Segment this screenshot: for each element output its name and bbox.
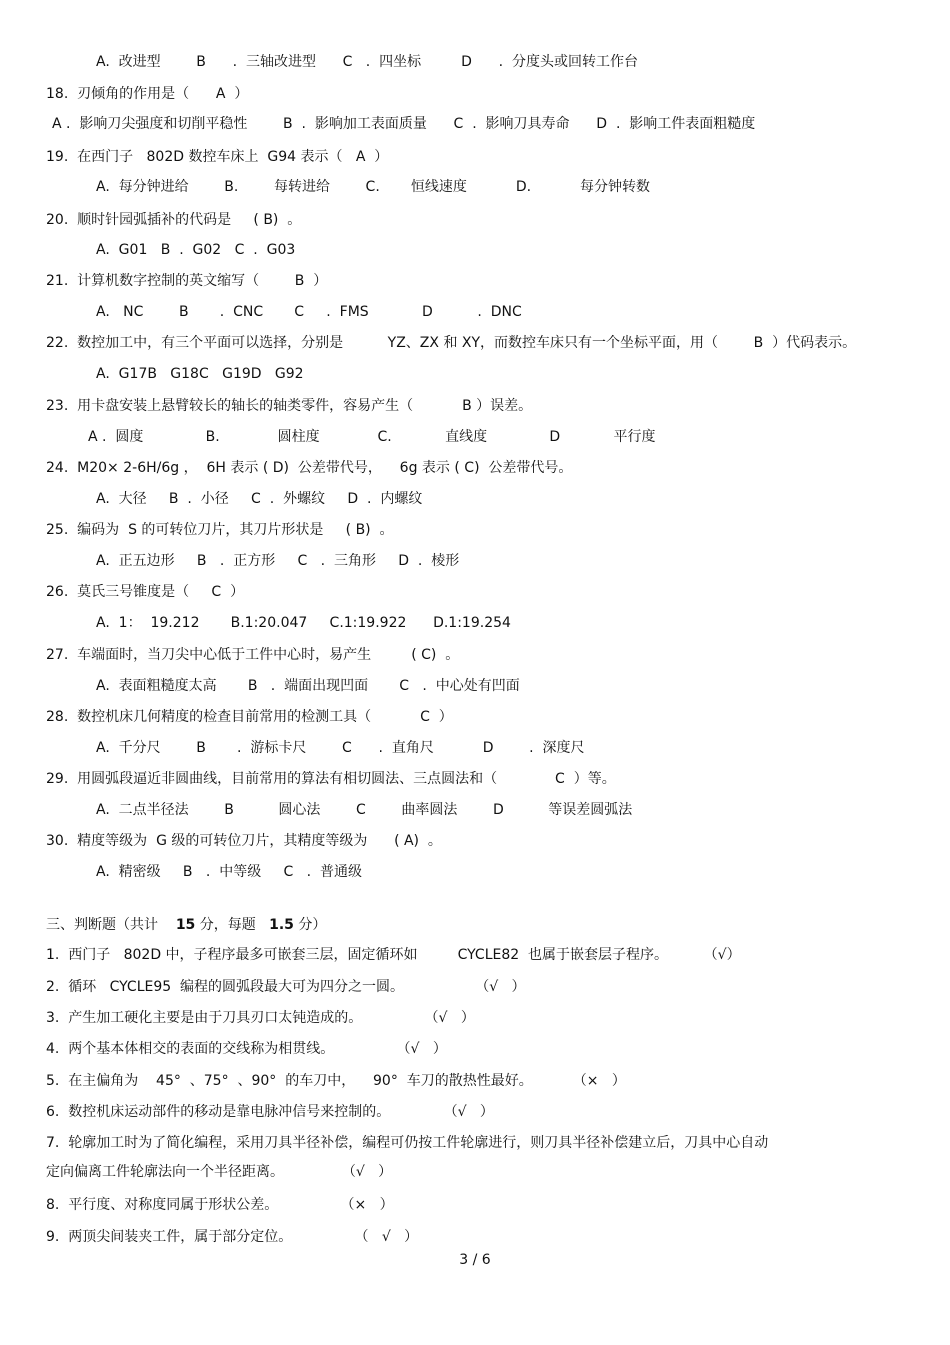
q30-options: A. 精密级 B . 中等级 C . 普通级 xyxy=(96,864,362,880)
q26-options: A. 1： 19.212 B.1:20.047 C.1:19.922 D.1:19.254 xyxy=(96,615,511,631)
page-number: 3 / 6 xyxy=(459,1252,491,1268)
q29-options: A. 二点半径法 B 圆心法 C 曲率圆法 D 等误差圆弧法 xyxy=(96,802,633,818)
tf-item-7-continued: 定向偏离工件轮廓法向一个半径距离。 （√ ） xyxy=(46,1164,393,1180)
q23-options: A . 圆度 B. 圆柱度 C. 直线度 D 平行度 xyxy=(88,429,656,445)
q22-stem: 22. 数控加工中，有三个平面可以选择，分别是 YZ、ZX 和 XY，而数控车床只有一个坐标平面，用（ B ）代码表示。 xyxy=(46,335,857,351)
q25-options: A. 正五边形 B . 正方形 C . 三角形 D . 棱形 xyxy=(96,553,460,569)
section-3-heading xyxy=(46,916,326,934)
q18-options: A . 影响刀尖强度和切削平稳性 B . 影响加工表面质量 C . 影响刀具寿命 D . 影响工件表面粗糙度 xyxy=(52,116,756,132)
q22-options: A. G17B G18C G19D G92 xyxy=(96,366,304,382)
section-heading-text-2: 分，每题 xyxy=(195,917,270,933)
q25-stem: 25. 编码为 S 的可转位刀片，其刀片形状是 ( B) 。 xyxy=(46,522,394,538)
per-question-score: 1.5 xyxy=(269,917,294,933)
tf-item-6: 6. 数控机床运动部件的移动是靠电脉冲信号来控制的。 （√ ） xyxy=(46,1104,494,1120)
q28-stem: 28. 数控机床几何精度的检查目前常用的检测工具（ C ） xyxy=(46,709,453,725)
q17-options: A. 改进型 B . 三轴改进型 C . 四坐标 D . 分度头或回转工作台 xyxy=(96,54,638,70)
tf-item-3: 3. 产生加工硬化主要是由于刀具刃口太钝造成的。 （√ ） xyxy=(46,1010,475,1026)
q24-stem: 24. M20× 2-6H/6g ， 6H 表示 ( D) 公差带代号， 6g 表示 ( C) 公差带代号。 xyxy=(46,460,573,476)
section-heading-text-3: 分） xyxy=(293,917,327,933)
q30-stem: 30. 精度等级为 G 级的可转位刀片，其精度等级为 ( A) 。 xyxy=(46,833,442,849)
tf-item-4: 4. 两个基本体相交的表面的交线称为相贯线。 （√ ） xyxy=(46,1041,447,1057)
q21-options: A. NC B . CNC C . FMS D . DNC xyxy=(96,304,522,320)
q28-options: A. 千分尺 B . 游标卡尺 C . 直角尺 D . 深度尺 xyxy=(96,740,585,756)
q20-options: A. G01 B . G02 C . G03 xyxy=(96,242,296,258)
q29-stem: 29. 用圆弧段逼近非圆曲线，目前常用的算法有相切圆法、三点圆法和（ C ）等。 xyxy=(46,771,616,787)
tf-item-1: 1. 西门子 802D 中，子程序最多可嵌套三层，固定循环如 CYCLE82 也属于嵌套层子程序。 （√） xyxy=(46,947,741,963)
q26-stem: 26. 莫氏三号锥度是（ C ） xyxy=(46,584,245,600)
tf-item-8: 8. 平行度、对称度同属于形状公差。 （× ） xyxy=(46,1197,394,1213)
tf-item-9: 9. 两顶尖间装夹工件，属于部分定位。 （ √ ） xyxy=(46,1229,419,1245)
total-score: 15 xyxy=(175,917,196,933)
q19-options: A. 每分钟进给 B. 每转进给 C. 恒线速度 D. 每分钟转数 xyxy=(96,179,651,195)
section-heading-text: 三、判断题（共计 xyxy=(46,917,176,933)
q20-stem: 20. 顺时针园弧插补的代码是 ( B) 。 xyxy=(46,212,302,228)
q19-stem: 19. 在西门子 802D 数控车床上 G94 表示（ A ） xyxy=(46,149,389,165)
tf-item-2: 2. 循环 CYCLE95 编程的圆弧段最大可为四分之一圆。 （√ ） xyxy=(46,979,526,995)
q27-stem: 27. 车端面时，当刀尖中心低于工件中心时，易产生 ( C) 。 xyxy=(46,647,460,663)
tf-item-7: 7. 轮廓加工时为了简化编程，采用刀具半径补偿，编程可仍按工件轮廓进行，则刀具半径补偿建立后，刀具中心自动 xyxy=(46,1135,769,1151)
q23-stem: 23. 用卡盘安装上悬臂较长的轴长的轴类零件，容易产生（ B ）误差。 xyxy=(46,398,533,414)
q21-stem: 21. 计算机数字控制的英文缩写（ B ） xyxy=(46,273,328,289)
q27-options: A. 表面粗糙度太高 B . 端面出现凹面 C . 中心处有凹面 xyxy=(96,678,520,694)
q18-stem: 18. 刃倾角的作用是（ A ） xyxy=(46,86,249,102)
q24-options: A. 大径 B . 小径 C . 外螺纹 D . 内螺纹 xyxy=(96,491,423,507)
tf-item-5: 5. 在主偏角为 45° 、75° 、90° 的车刀中， 90° 车刀的散热性最好。 （× ） xyxy=(46,1073,626,1089)
